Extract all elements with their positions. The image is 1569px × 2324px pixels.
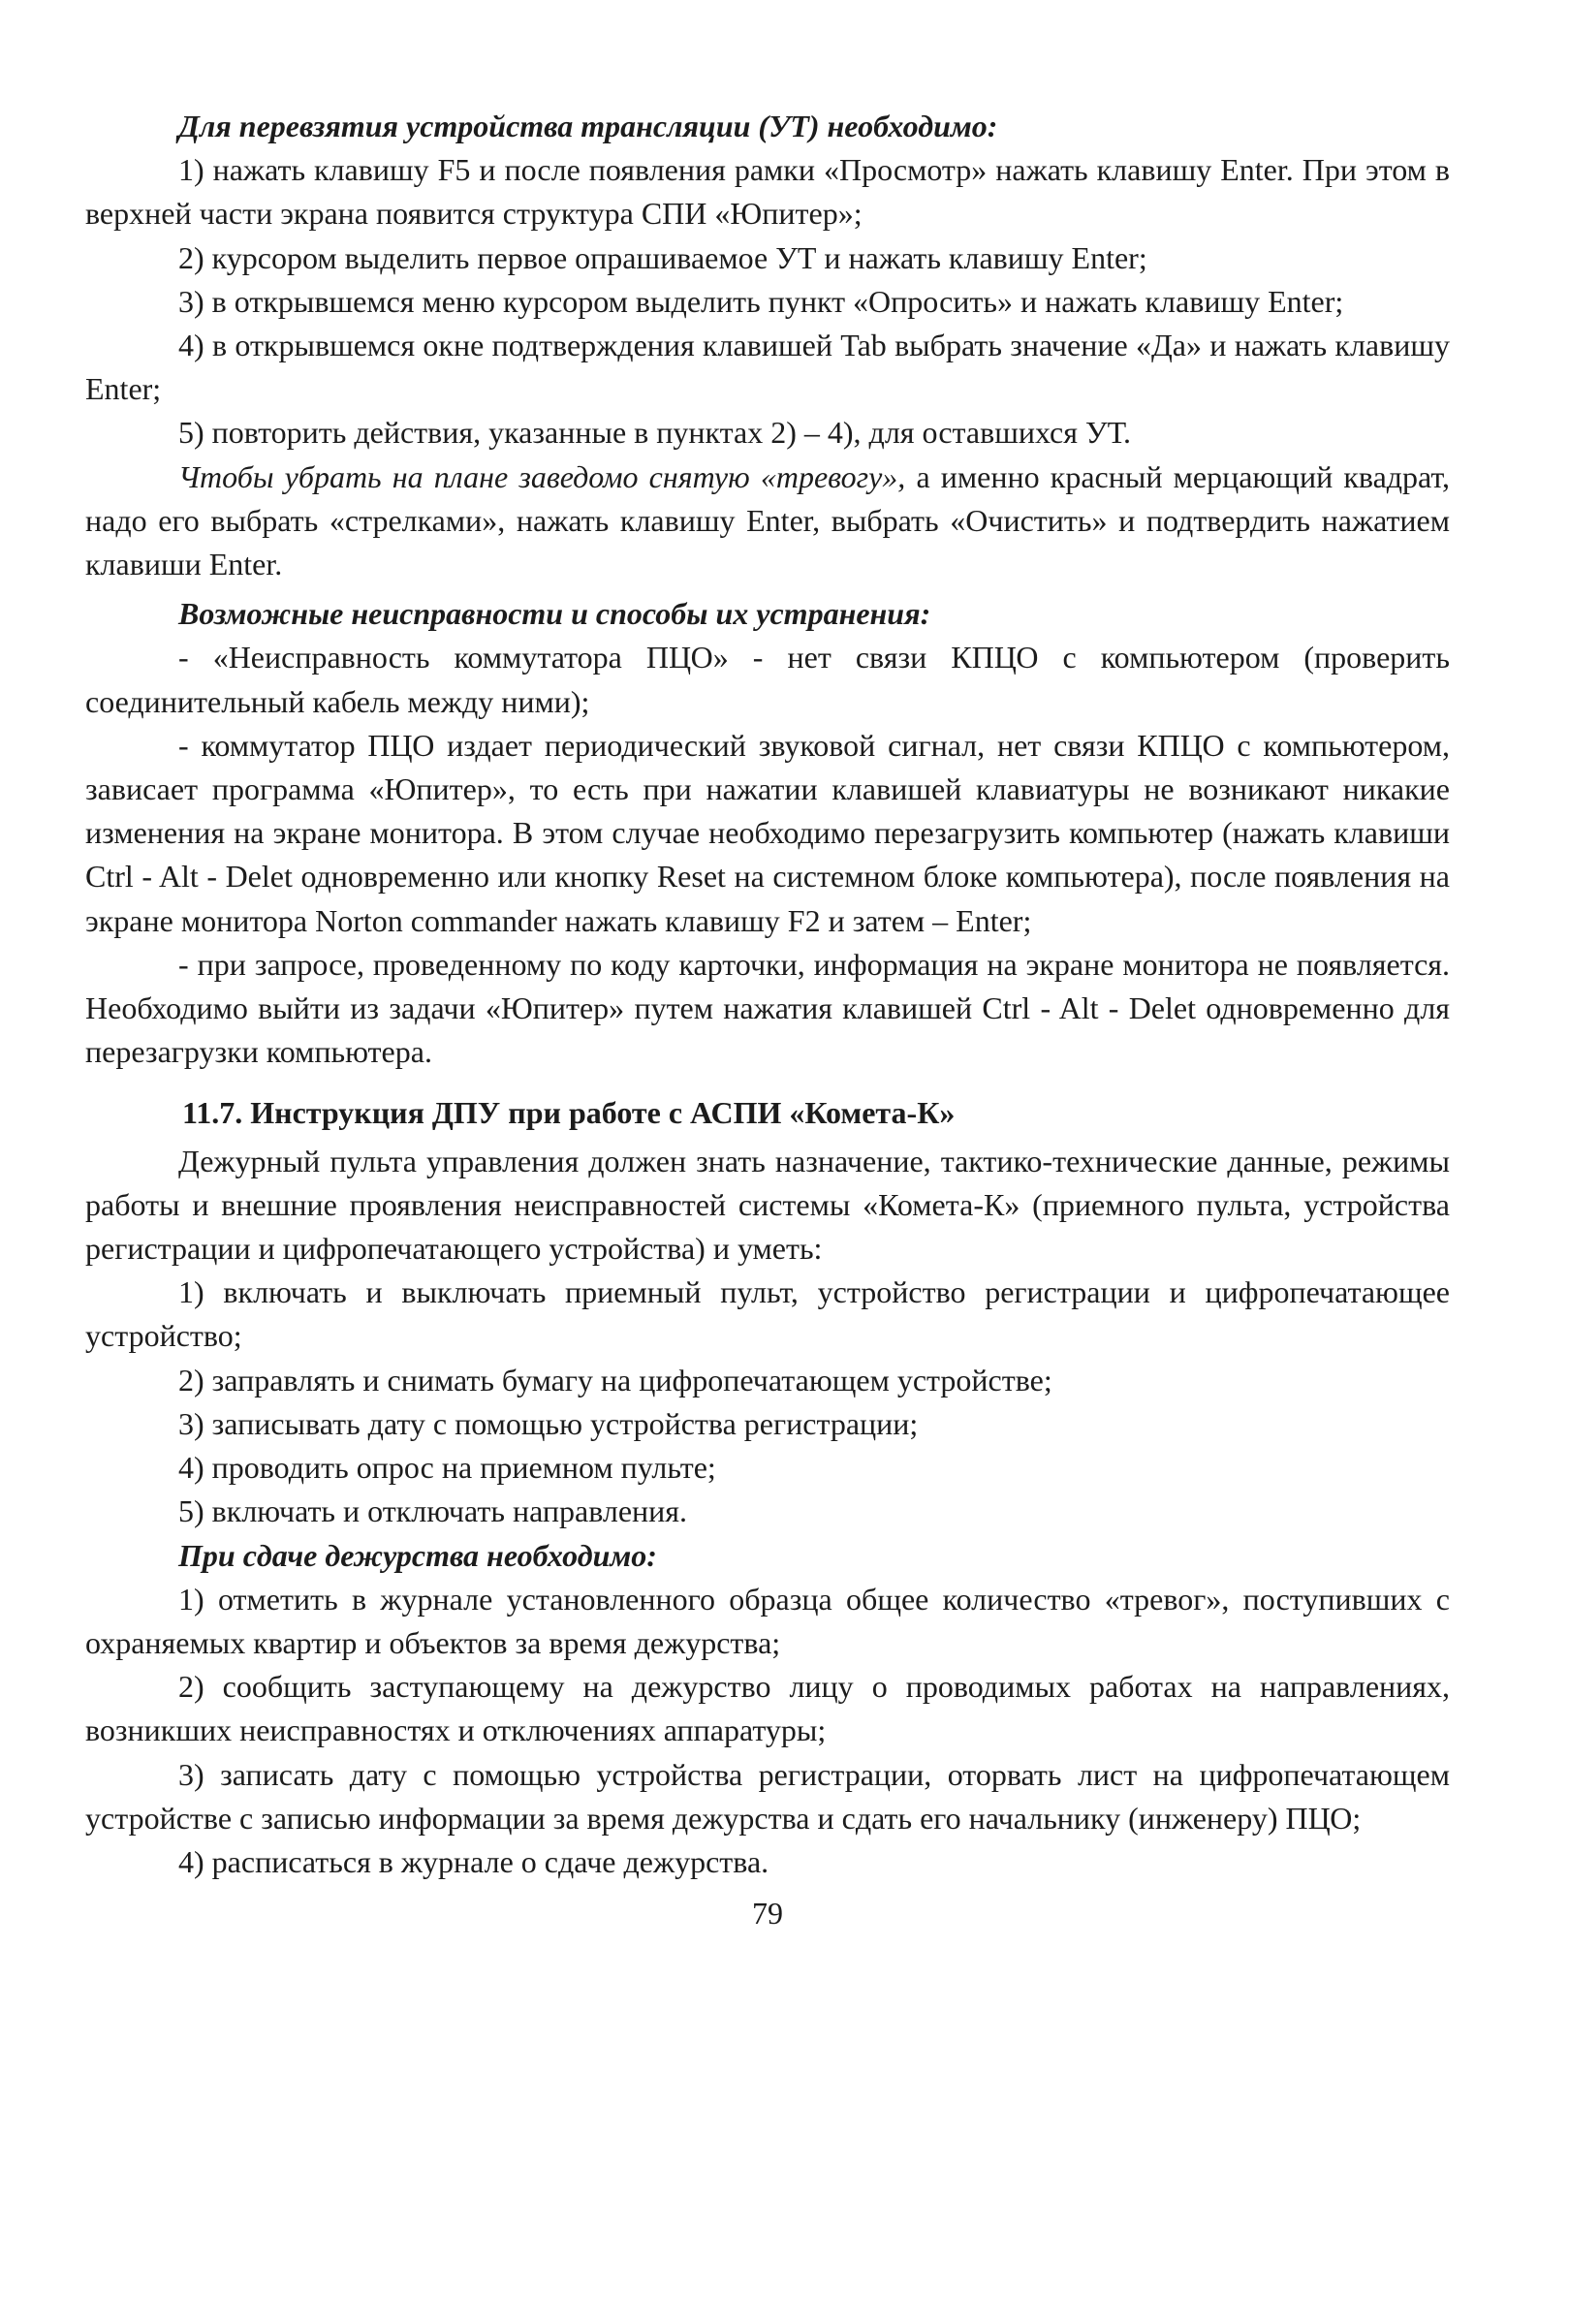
page-number: 79 — [752, 1896, 783, 1931]
handover-step-2: 2) сообщить заступающему на дежурство лицу о проводимых работах на направлениях, возникших неисправностях и отключениях аппаратуры; — [85, 1669, 1450, 1748]
heading-faults: Возможные неисправности и способы их устранения: — [178, 596, 931, 632]
heading-handover: При сдаче дежурства необходимо: — [178, 1537, 657, 1573]
alarm-note-rest: а именно красный мерцающий квадрат, надо его выбрать «стрелками», нажать клавишу Enter, выбрать «Очистить» и подтвердить нажатием клавиши Enter. — [85, 458, 1451, 582]
fault-2: - коммутатор ПЦО издает периодический звуковой сигнал, нет связи КПЦО с компьютером, зависает программа «Юпитер», то есть при нажатии клавишей клавиатуры не возникают никакие изменения на экране монитора. В этом случае необходимо перезагрузить компьютер (нажать клавиши Ctrl - Alt - Delet одновременно или кнопку Reset на системном блоке компьютера), после появления на экране монитора Norton commander нажать клавишу F2 и затем – Enter; — [85, 727, 1450, 938]
skill-4: 4) проводить опрос на приемном пульте; — [178, 1450, 716, 1486]
section-title: 11.7. Инструкция ДПУ при работе с АСПИ «Комета-К» — [182, 1095, 956, 1131]
skill-1: 1) включать и выключать приемный пульт, устройство регистрации и цифропечатающее устройство; — [85, 1274, 1450, 1354]
fault-3: - при запросе, проведенному по коду карточки, информация на экране монитора не появляется. Необходимо выйти из задачи «Юпитер» путем нажатия клавишей Ctrl - Alt - Delet одновременно для перезагрузки компьютера. — [85, 946, 1450, 1070]
transfer-step-1: 1) нажать клавишу F5 и после появления рамки «Просмотр» нажать клавишу Enter. При этом в верхней части экрана появится структура СПИ «Юпитер»; — [85, 152, 1450, 232]
section-intro: Дежурный пульта управления должен знать назначение, тактико-технические данные, режимы работы и внешние проявления неисправностей системы «Комета-К» (приемного пульта, устройства регистрации и цифропечатающего устройства) и уметь: — [85, 1143, 1450, 1267]
transfer-step-2: 2) курсором выделить первое опрашиваемое УТ и нажать клавишу Enter; — [178, 239, 1147, 275]
transfer-step-4: 4) в открывшемся окне подтверждения клавишей Tab выбрать значение «Да» и нажать клавишу Enter; — [85, 328, 1450, 407]
heading-transfer: Для перевзятия устройства трансляции (УТ) необходимо: — [178, 109, 998, 143]
document-page — [85, 105, 1450, 1935]
skill-3: 3) записывать дату с помощью устройства регистрации; — [178, 1405, 919, 1441]
transfer-step-3: 3) в открывшемся меню курсором выделить пункт «Опросить» и нажать клавишу Enter; — [178, 283, 1344, 319]
alarm-note — [85, 455, 1450, 587]
transfer-step-5: 5) повторить действия, указанные в пунктах 2) – 4), для оставшихся УТ. — [178, 415, 1131, 451]
handover-step-1: 1) отметить в журнале установленного образца общее количество «тревог», поступивших с охраняемых квартир и объектов за время дежурства; — [85, 1581, 1450, 1660]
alarm-note-lead: Чтобы убрать на плане заведомо снятую «тревогу», — [178, 458, 906, 494]
fault-1: - «Неисправность коммутатора ПЦО» - нет связи КПЦО с компьютером (проверить соединительный кабель между ними); — [85, 640, 1450, 719]
skill-2: 2) заправлять и снимать бумагу на цифропечатающем устройстве; — [178, 1362, 1052, 1398]
skill-5: 5) включать и отключать направления. — [178, 1493, 688, 1529]
handover-step-4: 4) расписаться в журнале о сдаче дежурства. — [178, 1843, 769, 1879]
handover-step-3: 3) записать дату с помощью устройства регистрации, оторвать лист на цифропечатающем устройстве с записью информации за время дежурства и сдать его начальнику (инженеру) ПЦО; — [85, 1756, 1450, 1836]
